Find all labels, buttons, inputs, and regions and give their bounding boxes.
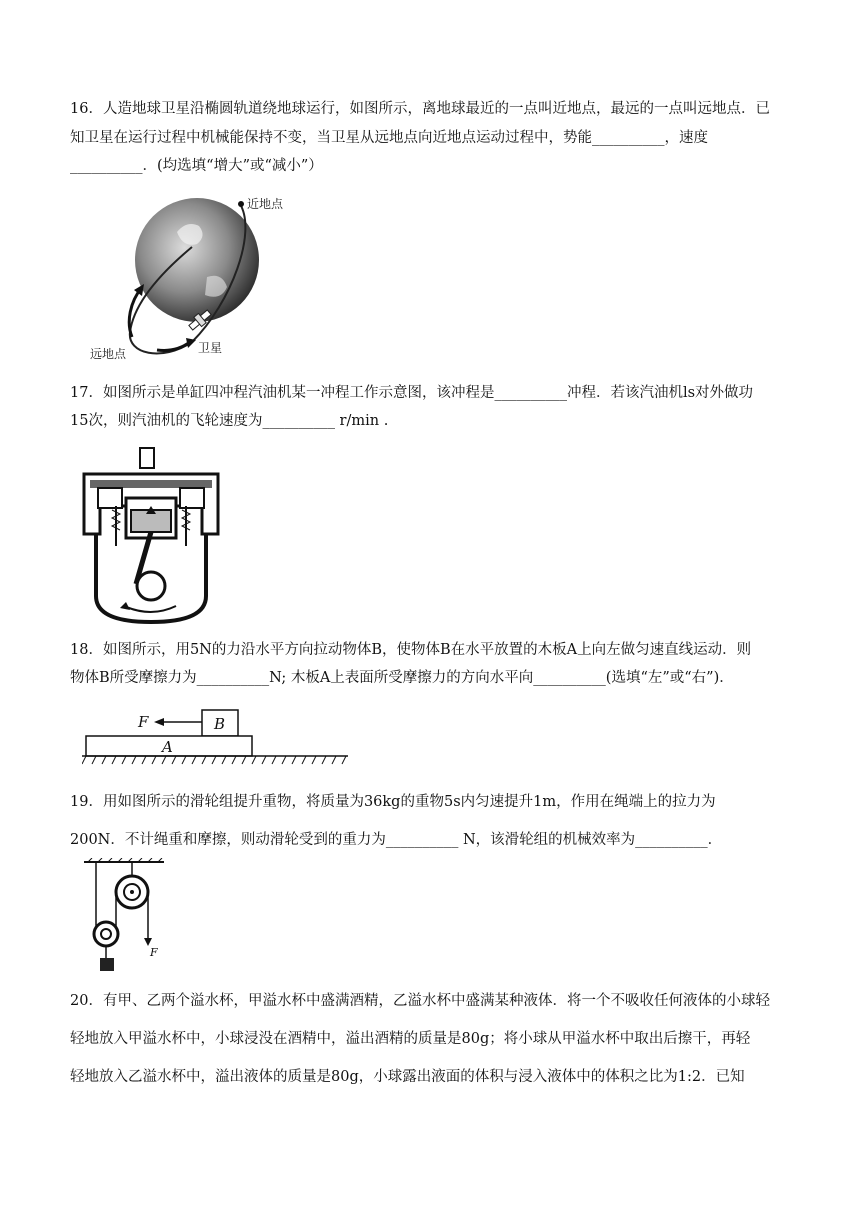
q18-line-2: 物体B所受摩擦力为__________N; 木板A上表面所受摩擦力的方向水平向__________(选填“左”或“右”)．: [70, 670, 734, 686]
q19-line-1: 19．用如图所示的滑轮组提升重物，将质量为36kg的重物5s内匀速提升1m，作用在绳端上的拉力为: [70, 794, 716, 810]
engine-stroke-figure: [76, 446, 226, 624]
satellite-label: 卫星: [198, 341, 223, 355]
force-label: F: [138, 713, 149, 731]
q17-line-2: 15次，则汽油机的飞轮速度为__________ r/min .: [70, 413, 389, 429]
q20-line-1: 20．有甲、乙两个溢水杯，甲溢水杯中盛满酒精，乙溢水杯中盛满某种液体．将一个不吸收任何液体的小球轻: [70, 993, 770, 1009]
weight-block: [100, 958, 114, 971]
q17-line-1: 17．如图所示是单缸四冲程汽油机某一冲程工作示意图，该冲程是__________冲程．若该汽油机ls对外做功: [70, 385, 754, 401]
apogee-label: 远地点: [90, 347, 127, 361]
pull-arrow-icon: [144, 938, 152, 946]
rotation-arrow-icon: [120, 602, 130, 610]
force-arrow-icon: [154, 718, 164, 726]
board-a-label: A: [162, 738, 173, 756]
friction-figure: [82, 706, 352, 770]
block-b-label: B: [214, 715, 226, 733]
q16-line-3: __________．(均选填“增大”或“减小”）: [70, 158, 323, 174]
q20-line-2: 轻地放入甲溢水杯中，小球浸没在酒精中，溢出酒精的质量是80g；将小球从甲溢水杯中取出后擦干，再轻: [70, 1031, 751, 1047]
spark-plug-icon: [140, 448, 154, 468]
q19-line-2: 200N．不计绳重和摩擦，则动滑轮受到的重力为__________ N，该滑轮组的机械效率为__________．: [70, 832, 723, 848]
q20-line-3: 轻地放入乙溢水杯中，溢出液体的质量是80g，小球露出液面的体积与浸入液体中的体积之比为1:2．已知: [70, 1069, 745, 1085]
q16-line-1: 16．人造地球卫星沿椭圆轨道绕地球运行，如图所示，离地球最近的一点叫近地点，最远的一点叫远地点．已: [70, 101, 770, 117]
q16-line-2: 知卫星在运行过程中机械能保持不变，当卫星从远地点向近地点运动过程中，势能__________，速度: [70, 130, 708, 146]
perigee-dot: [238, 201, 244, 207]
pulley-system-figure: [84, 858, 184, 974]
q18-line-1: 18．如图所示，用5N的力沿水平方向拉动物体B，使物体B在水平放置的木板A上向左做匀速直线运动．则: [70, 642, 752, 658]
crankshaft: [137, 572, 165, 600]
perigee-label: 近地点: [247, 197, 284, 211]
satellite-orbit-figure: [82, 192, 302, 364]
force-label: F: [150, 946, 158, 959]
